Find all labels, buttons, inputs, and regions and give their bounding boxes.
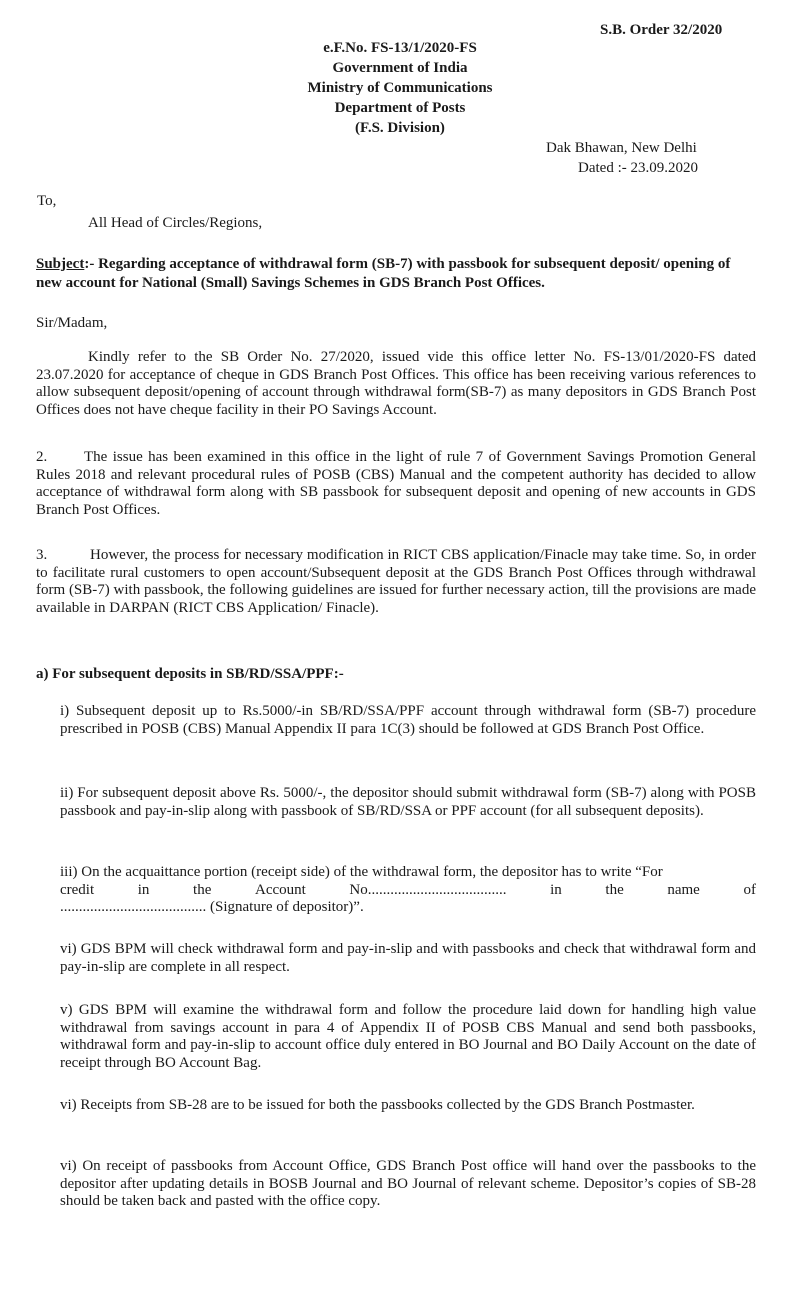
item-vi: vi) Receipts from SB-28 are to be issued for both the passbooks collected by the GDS Branch Postmaster. xyxy=(60,1097,695,1113)
to-label: To, xyxy=(37,193,57,209)
paragraph-2 xyxy=(36,449,756,519)
salutation: Sir/Madam, xyxy=(36,315,108,331)
subject-label: Subject xyxy=(36,256,85,272)
item-iii-word: No..................................... xyxy=(349,881,507,898)
item-iii-word: in xyxy=(550,881,562,898)
division-heading: (F.S. Division) xyxy=(355,120,445,136)
paragraph-1: Kindly refer to the SB Order No. 27/2020, issued vide this office letter No. FS-13/01/2020-FS dated 23.07.2020 for acceptance of cheque in GDS Branch Post Offices. This office has been receiving various references to allow subsequent deposit/opening of account through withdrawal form(SB-7) as many depositors in GDS Branch Post Offices does not have cheque facility in their PO Savings Account. xyxy=(36,349,756,418)
paragraph-2-text: The issue has been examined in this office in the light of rule 7 of Government Savings Promotion General Rules 2018 and relevant procedural rules of POSB (CBS) Manual and the competent authority has decided to allow acceptance of withdrawal form along with SB passbook for subsequent deposit and opening of new accounts in GDS Branch Post Offices. xyxy=(36,449,756,518)
place: Dak Bhawan, New Delhi xyxy=(546,140,697,156)
item-iii-line-3: ....................................... (Signature of depositor)”. xyxy=(60,899,364,915)
item-iii-line-2 xyxy=(60,882,756,900)
paragraph-3 xyxy=(36,547,756,617)
order-number: S.B. Order 32/2020 xyxy=(600,22,723,38)
file-number: e.F.No. FS-13/1/2020-FS xyxy=(323,40,477,56)
item-iii-word: in xyxy=(137,881,150,898)
item-iii-word: the xyxy=(193,881,212,898)
item-iii-word: Account xyxy=(254,881,306,898)
department-heading: Department of Posts xyxy=(334,100,466,116)
paragraph-2-number: 2. xyxy=(36,449,48,465)
paragraph-3-number: 3. xyxy=(36,547,48,563)
item-vii: vi) On receipt of passbooks from Account Office, GDS Branch Post office will hand over the passbooks to the depositor after updating details in BOSB Journal and BO Journal of relevant scheme. Depositor’s copies of SB-28 should be taken back and pasted with the office copy. xyxy=(60,1158,756,1209)
item-iv: vi) GDS BPM will check withdrawal form and pay-in-slip and with passbooks and check that withdrawal form and pay-in-slip are complete in all respect. xyxy=(60,941,756,975)
item-iii-word: the xyxy=(605,881,624,898)
item-iii-word: of xyxy=(743,881,756,898)
subject xyxy=(36,255,756,293)
addressee: All Head of Circles/Regions, xyxy=(88,215,263,231)
item-v: v) GDS BPM will examine the withdrawal form and follow the procedure laid down for handling high value withdrawal from savings account in para 4 of Appendix II of POSB CBS Manual and send both passbooks, withdrawal form and pay-in-slip to account office duly entered in BO Journal and BO Daily Account on the date of receipt through BO Account Bag. xyxy=(60,1002,756,1071)
item-iii xyxy=(60,864,756,917)
ministry-heading: Ministry of Communications xyxy=(307,80,493,96)
date: Dated :- 23.09.2020 xyxy=(578,160,698,176)
subject-text: :- Regarding acceptance of withdrawal form (SB-7) with passbook for subsequent deposit/ opening of new account for National (Small) Savings Schemes in GDS Branch Post Offices. xyxy=(36,256,731,291)
government-heading: Government of India xyxy=(332,60,468,76)
item-iii-word: name xyxy=(667,881,700,898)
item-iii-word: credit xyxy=(60,881,95,898)
section-a-heading: a) For subsequent deposits in SB/RD/SSA/PPF:- xyxy=(36,666,344,682)
paragraph-3-text: However, the process for necessary modification in RICT CBS application/Finacle may take time. So, in order to facilitate rural customers to open account/Subsequent deposit at the GDS Branch Post Offices through withdrawal form (SB-7) with passbook, the following guidelines are issued for further necessary action, till the provisions are made available in DARPAN (RICT CBS Application/ Finacle). xyxy=(36,547,756,616)
item-i: i) Subsequent deposit up to Rs.5000/-in SB/RD/SSA/PPF account through withdrawal form (SB-7) procedure prescribed in POSB (CBS) Manual Appendix II para 1C(3) should be followed at GDS Branch Post Office. xyxy=(60,703,756,737)
item-ii: ii) For subsequent deposit above Rs. 5000/-, the depositor should submit withdrawal form (SB-7) along with POSB passbook and pay-in-slip along with passbook of SB/RD/SSA or PPF account (for all subsequent deposits). xyxy=(60,785,756,819)
item-iii-line-1: iii) On the acquaittance portion (receipt side) of the withdrawal form, the depositor has to write “For xyxy=(60,864,663,880)
